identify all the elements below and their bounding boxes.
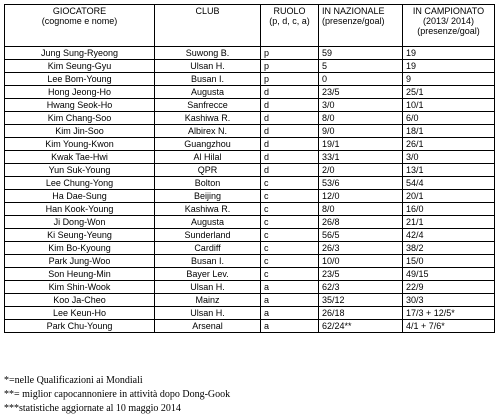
cell-ruolo: c bbox=[261, 190, 319, 203]
table-row bbox=[5, 242, 495, 255]
cell-club: Albirex N. bbox=[155, 125, 261, 138]
table-row bbox=[5, 294, 495, 307]
cell-club: Sunderland bbox=[155, 229, 261, 242]
cell-ruolo: p bbox=[261, 73, 319, 86]
cell-campionato: 25/1 bbox=[403, 86, 495, 99]
cell-campionato: 19 bbox=[403, 60, 495, 73]
cell-campionato: 49/15 bbox=[403, 268, 495, 281]
cell-giocatore: Kim Bo-Kyoung bbox=[5, 242, 155, 255]
header-ruolo-title: RUOLO bbox=[273, 6, 306, 16]
cell-campionato: 54/4 bbox=[403, 177, 495, 190]
table-row bbox=[5, 216, 495, 229]
cell-campionato: 26/1 bbox=[403, 138, 495, 151]
cell-club: Mainz bbox=[155, 294, 261, 307]
cell-club: Augusta bbox=[155, 86, 261, 99]
table-row bbox=[5, 164, 495, 177]
table-body bbox=[5, 47, 495, 333]
cell-nazionale: 53/6 bbox=[319, 177, 403, 190]
cell-ruolo: c bbox=[261, 255, 319, 268]
table-row bbox=[5, 268, 495, 281]
cell-ruolo: d bbox=[261, 164, 319, 177]
cell-ruolo: d bbox=[261, 138, 319, 151]
cell-giocatore: Kwak Tae-Hwi bbox=[5, 151, 155, 164]
cell-giocatore: Hong Jeong-Ho bbox=[5, 86, 155, 99]
header-nazionale-sub: (presenze/goal) bbox=[322, 16, 385, 26]
cell-campionato: 18/1 bbox=[403, 125, 495, 138]
cell-nazionale: 5 bbox=[319, 60, 403, 73]
player-stats-table bbox=[4, 4, 495, 333]
cell-campionato: 38/2 bbox=[403, 242, 495, 255]
cell-ruolo: p bbox=[261, 60, 319, 73]
table-row bbox=[5, 86, 495, 99]
cell-giocatore: Kim Chang-Soo bbox=[5, 112, 155, 125]
cell-nazionale: 19/1 bbox=[319, 138, 403, 151]
cell-ruolo: a bbox=[261, 281, 319, 294]
table-row bbox=[5, 99, 495, 112]
header-giocatore bbox=[5, 5, 155, 47]
cell-giocatore: Lee Chung-Yong bbox=[5, 177, 155, 190]
cell-campionato: 30/3 bbox=[403, 294, 495, 307]
cell-nazionale: 26/18 bbox=[319, 307, 403, 320]
header-campionato-title: IN CAMPIONATO bbox=[412, 6, 485, 16]
cell-nazionale: 56/5 bbox=[319, 229, 403, 242]
cell-campionato: 17/3 + 12/5* bbox=[403, 307, 495, 320]
cell-ruolo: d bbox=[261, 125, 319, 138]
cell-nazionale: 35/12 bbox=[319, 294, 403, 307]
cell-club: Kashiwa R. bbox=[155, 203, 261, 216]
header-giocatore-title: GIOCATORE bbox=[52, 6, 107, 16]
cell-ruolo: c bbox=[261, 203, 319, 216]
cell-nazionale: 26/3 bbox=[319, 242, 403, 255]
cell-nazionale: 23/5 bbox=[319, 268, 403, 281]
cell-giocatore: Jung Sung-Ryeong bbox=[5, 47, 155, 60]
cell-nazionale: 59 bbox=[319, 47, 403, 60]
table-row bbox=[5, 229, 495, 242]
cell-club: Busan I. bbox=[155, 255, 261, 268]
cell-campionato: 22/9 bbox=[403, 281, 495, 294]
cell-club: Bolton bbox=[155, 177, 261, 190]
cell-giocatore: Koo Ja-Cheo bbox=[5, 294, 155, 307]
cell-campionato: 20/1 bbox=[403, 190, 495, 203]
cell-giocatore: Kim Young-Kwon bbox=[5, 138, 155, 151]
cell-nazionale: 12/0 bbox=[319, 190, 403, 203]
cell-ruolo: c bbox=[261, 268, 319, 281]
cell-ruolo: a bbox=[261, 307, 319, 320]
table-row bbox=[5, 112, 495, 125]
table-row bbox=[5, 177, 495, 190]
cell-nazionale: 3/0 bbox=[319, 99, 403, 112]
cell-nazionale: 62/3 bbox=[319, 281, 403, 294]
cell-nazionale: 0 bbox=[319, 73, 403, 86]
cell-nazionale: 33/1 bbox=[319, 151, 403, 164]
cell-giocatore: Kim Shin-Wook bbox=[5, 281, 155, 294]
cell-ruolo: p bbox=[261, 47, 319, 60]
header-club-title: CLUB bbox=[195, 6, 220, 16]
cell-club: Ulsan H. bbox=[155, 60, 261, 73]
cell-giocatore: Ha Dae-Sung bbox=[5, 190, 155, 203]
cell-giocatore: Son Heung-Min bbox=[5, 268, 155, 281]
header-club bbox=[155, 5, 261, 47]
cell-nazionale: 10/0 bbox=[319, 255, 403, 268]
cell-ruolo: c bbox=[261, 242, 319, 255]
header-campionato bbox=[403, 5, 495, 47]
cell-ruolo: d bbox=[261, 86, 319, 99]
cell-giocatore: Park Chu-Young bbox=[5, 320, 155, 333]
cell-giocatore: Lee Keun-Ho bbox=[5, 307, 155, 320]
cell-club: Ulsan H. bbox=[155, 281, 261, 294]
cell-campionato: 3/0 bbox=[403, 151, 495, 164]
cell-giocatore: Hwang Seok-Ho bbox=[5, 99, 155, 112]
cell-club: Beijing bbox=[155, 190, 261, 203]
table-row bbox=[5, 320, 495, 333]
table-row bbox=[5, 255, 495, 268]
table-row bbox=[5, 138, 495, 151]
cell-ruolo: c bbox=[261, 177, 319, 190]
cell-nazionale: 23/5 bbox=[319, 86, 403, 99]
cell-club: Cardiff bbox=[155, 242, 261, 255]
table-header bbox=[5, 5, 495, 47]
cell-club: Arsenal bbox=[155, 320, 261, 333]
cell-nazionale: 2/0 bbox=[319, 164, 403, 177]
header-ruolo bbox=[261, 5, 319, 47]
cell-nazionale: 62/24** bbox=[319, 320, 403, 333]
footnote-qualificazioni: *=nelle Qualificazioni ai Mondiali bbox=[4, 375, 143, 386]
cell-ruolo: c bbox=[261, 216, 319, 229]
table-row bbox=[5, 151, 495, 164]
header-campionato-sub: (presenze/goal) bbox=[417, 26, 480, 36]
cell-club: Al Hilal bbox=[155, 151, 261, 164]
table-row bbox=[5, 73, 495, 86]
table-row bbox=[5, 60, 495, 73]
cell-giocatore: Han Kook-Young bbox=[5, 203, 155, 216]
table-row bbox=[5, 125, 495, 138]
cell-club: Sanfrecce bbox=[155, 99, 261, 112]
cell-club: Busan I. bbox=[155, 73, 261, 86]
cell-giocatore: Ki Seung-Yeung bbox=[5, 229, 155, 242]
cell-giocatore: Park Jung-Woo bbox=[5, 255, 155, 268]
table-row bbox=[5, 203, 495, 216]
cell-nazionale: 8/0 bbox=[319, 203, 403, 216]
cell-campionato: 6/0 bbox=[403, 112, 495, 125]
cell-campionato: 16/0 bbox=[403, 203, 495, 216]
table-row bbox=[5, 281, 495, 294]
cell-ruolo: d bbox=[261, 112, 319, 125]
cell-campionato: 42/4 bbox=[403, 229, 495, 242]
cell-campionato: 10/1 bbox=[403, 99, 495, 112]
cell-club: Bayer Lev. bbox=[155, 268, 261, 281]
cell-giocatore: Yun Suk-Young bbox=[5, 164, 155, 177]
cell-campionato: 19 bbox=[403, 47, 495, 60]
cell-nazionale: 9/0 bbox=[319, 125, 403, 138]
cell-club: Suwong B. bbox=[155, 47, 261, 60]
cell-ruolo: c bbox=[261, 229, 319, 242]
cell-giocatore: Lee Bom-Young bbox=[5, 73, 155, 86]
header-ruolo-sub: (p, d, c, a) bbox=[269, 16, 310, 26]
footnote-capocannoniere: **= miglior capocannoniere in attività dopo Dong-Gook bbox=[4, 389, 231, 400]
cell-club: Kashiwa R. bbox=[155, 112, 261, 125]
cell-club: Guangzhou bbox=[155, 138, 261, 151]
cell-campionato: 13/1 bbox=[403, 164, 495, 177]
header-nazionale bbox=[319, 5, 403, 47]
cell-campionato: 4/1 + 7/6* bbox=[403, 320, 495, 333]
table-row bbox=[5, 307, 495, 320]
cell-campionato: 21/1 bbox=[403, 216, 495, 229]
footnotes bbox=[4, 374, 230, 416]
cell-ruolo: a bbox=[261, 294, 319, 307]
cell-giocatore: Kim Jin-Soo bbox=[5, 125, 155, 138]
cell-campionato: 15/0 bbox=[403, 255, 495, 268]
header-row bbox=[5, 5, 495, 47]
cell-club: Augusta bbox=[155, 216, 261, 229]
header-giocatore-sub: (cognome e nome) bbox=[41, 16, 118, 26]
cell-nazionale: 26/8 bbox=[319, 216, 403, 229]
cell-giocatore: Ji Dong-Won bbox=[5, 216, 155, 229]
cell-club: QPR bbox=[155, 164, 261, 177]
cell-giocatore: Kim Seung-Gyu bbox=[5, 60, 155, 73]
player-stats-sheet bbox=[4, 4, 494, 333]
cell-nazionale: 8/0 bbox=[319, 112, 403, 125]
cell-ruolo: d bbox=[261, 99, 319, 112]
header-nazionale-title: IN NAZIONALE bbox=[322, 6, 385, 16]
cell-club: Ulsan H. bbox=[155, 307, 261, 320]
cell-ruolo: d bbox=[261, 151, 319, 164]
table-row bbox=[5, 190, 495, 203]
cell-campionato: 9 bbox=[403, 73, 495, 86]
header-campionato-season: (2013/ 2014) bbox=[422, 16, 475, 26]
table-row bbox=[5, 47, 495, 60]
cell-ruolo: a bbox=[261, 320, 319, 333]
footnote-statistiche: ***statistiche aggiornate al 10 maggio 2014 bbox=[4, 403, 181, 414]
